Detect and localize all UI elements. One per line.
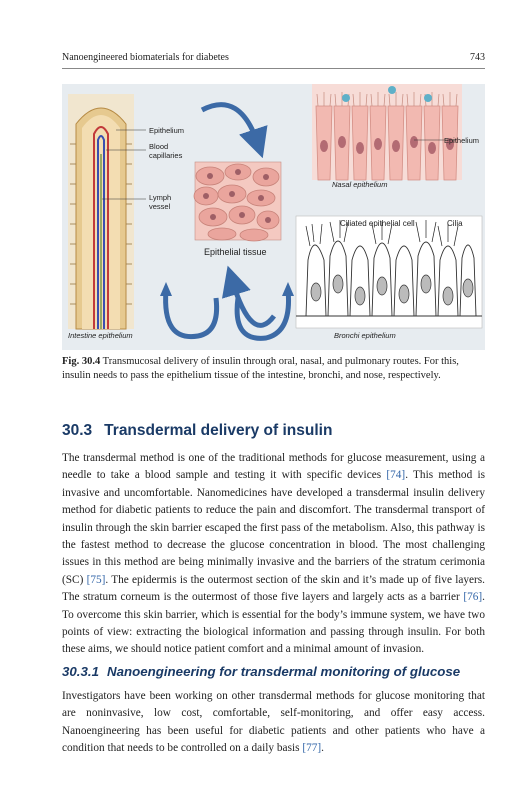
- label-epithelium-right: Epithelium: [444, 136, 480, 145]
- page-number: 743: [470, 52, 485, 63]
- label-ciliated-cell: Ciliated epithelial cell: [340, 219, 415, 228]
- paragraph-text: . To overcome this skin barrier, which is essential for the body’s immune system, we have two points of view: extracting the biological information and passing through insulin. For both these aims, we should notice patient comfort and a minimal amount of invasion.: [62, 591, 485, 656]
- arrow-u-left: [166, 290, 217, 337]
- section-paragraph: [62, 450, 485, 659]
- label-intestine-epithelium: Intestine epithelium: [68, 331, 133, 340]
- arrowhead-u-right: [282, 282, 294, 296]
- paragraph-text: . This method is invasive and uncomfortable. Nanomedicines have developed a transdermal insulin delivery method for diabetic patients to reduce the pain and discomfort. The transdermal transport of insulin through the skin barrier escaped the first pass of the metabolism. Also, this pathway is the fastest method to decrease the glucose concentration in blood. The most challenging issues in this method are being minimally invasive and the barriers of the stratum cerimonia (SC): [62, 469, 485, 586]
- paragraph-text: .: [321, 742, 324, 755]
- subsection-heading: [62, 664, 485, 679]
- label-bronchi-epithelium: Bronchi epithelium: [334, 331, 396, 340]
- citation-link[interactable]: [74]: [386, 469, 406, 482]
- subsection-paragraph: [62, 688, 485, 758]
- section-title: Transdermal delivery of insulin: [104, 422, 333, 439]
- figure-caption-text: Transmucosal delivery of insulin through oral, nasal, and pulmonary routes. For this, insulin needs to pass the epithelium tissue of the intestine, bronchi, and nose, respectively.: [62, 356, 459, 381]
- paragraph-text: . The epidermis is the outermost section of the skin and it’s made up of five layers. The stratum corneum is the outermost of those five layers and largely acts as a barrier: [62, 573, 485, 604]
- citation-link[interactable]: [75]: [86, 573, 106, 586]
- label-cilia: Cilia: [447, 219, 463, 228]
- label-blood-capillaries-line2: capillaries: [149, 151, 183, 160]
- label-nasal-epithelium: Nasal epithelium: [332, 180, 388, 189]
- section-number: 30.3: [62, 422, 93, 439]
- epithelial-tissue-illustration: [194, 162, 281, 241]
- running-title: Nanoengineered biomaterials for diabetes: [62, 52, 229, 63]
- subsection-title: Nanoengineering for transdermal monitoring of glucose: [106, 664, 461, 679]
- figure-illustration: [62, 84, 485, 350]
- nasal-epithelium-illustration: [312, 84, 462, 180]
- arrowhead-u-left: [160, 282, 172, 296]
- arrow-to-nasal: [202, 105, 258, 144]
- running-header: [62, 52, 485, 63]
- subsection-number: 30.3.1: [62, 664, 99, 679]
- citation-link[interactable]: [77]: [302, 742, 322, 755]
- bronchi-epithelium-illustration: [296, 216, 482, 328]
- figure-caption: [62, 355, 485, 383]
- figure-caption-label: Fig. 30.4: [62, 356, 101, 367]
- figure-transmucosal-delivery: [62, 84, 485, 350]
- label-blood-capillaries-line1: Blood: [149, 142, 169, 151]
- section-heading: [62, 422, 485, 440]
- label-lymph-vessel-line2: vessel: [149, 202, 171, 211]
- intestine-villus-illustration: [68, 94, 146, 329]
- paragraph-text: The transdermal method is one of the traditional methods for glucose measurement, using a needle to take a blood sample and testing it with specific devices: [62, 452, 485, 482]
- paragraph-text: Investigators have been working on other transdermal methods for glucose monitoring that are noninvasive, low cost, comfortable, self-monitoring, and offer easy access. Nanoengineering has been useful for diabetic patients and other patients who have a condition that needs to be controlled on a daily basis: [62, 690, 485, 755]
- citation-link[interactable]: [76]: [463, 591, 483, 604]
- header-rule: [62, 68, 485, 69]
- label-epithelial-tissue: Epithelial tissue: [204, 247, 267, 257]
- label-lymph-vessel-line1: Lymph: [149, 193, 172, 202]
- label-epithelium-left: Epithelium: [149, 126, 185, 135]
